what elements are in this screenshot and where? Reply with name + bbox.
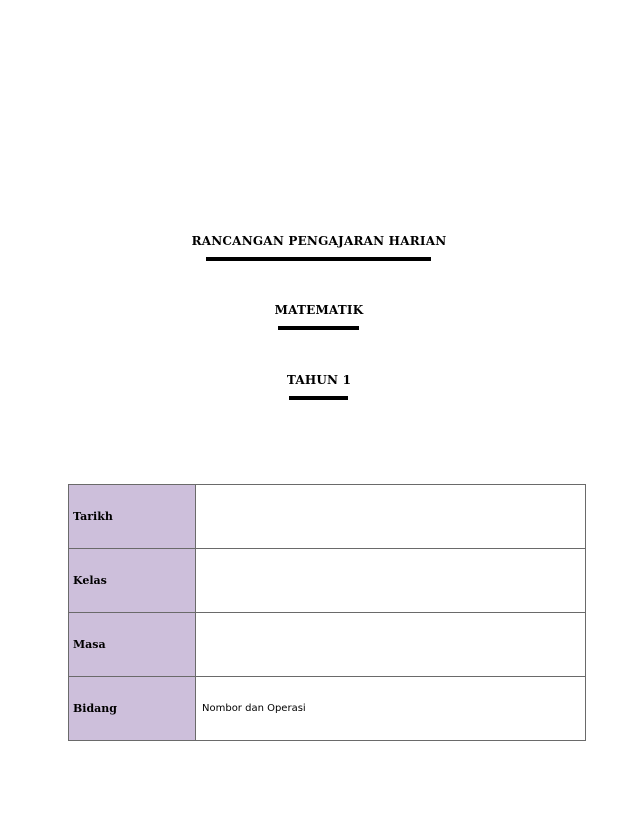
title-underline <box>206 257 431 261</box>
year-heading: TAHUN 1 <box>286 373 352 387</box>
year-underline <box>289 396 348 400</box>
row-label-tarikh: Tarikh <box>69 485 196 549</box>
subject-heading: MATEMATIK <box>274 303 364 317</box>
subject-underline <box>278 326 359 330</box>
document-title: RANCANGAN PENGAJARAN HARIAN <box>191 234 447 248</box>
row-value-tarikh <box>196 485 586 549</box>
row-value-bidang: Nombor dan Operasi <box>196 677 586 741</box>
table-row <box>69 485 586 549</box>
row-label-bidang: Bidang <box>69 677 196 741</box>
row-value-masa <box>196 613 586 677</box>
table-row <box>69 613 586 677</box>
row-label-kelas: Kelas <box>69 549 196 613</box>
row-label-masa: Masa <box>69 613 196 677</box>
row-value-kelas <box>196 549 586 613</box>
table-row <box>69 549 586 613</box>
lesson-info-table <box>68 484 586 741</box>
table-row <box>69 677 586 741</box>
